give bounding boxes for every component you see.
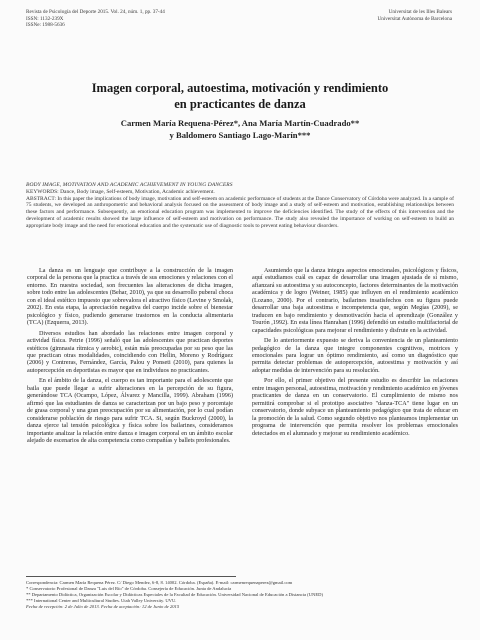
body-column-right xyxy=(252,268,458,441)
paper-title-line-2: en practicantes de danza xyxy=(174,97,306,111)
publisher-header xyxy=(378,9,452,22)
authors-line-2: y Baldomero Santiago Lago-Marín*** xyxy=(169,129,311,140)
keywords: KEYWORDS: Dance, Body image, Self-esteem, Motivation, Academic achievement. xyxy=(26,188,215,195)
footnote-dates: Fecha de recepción: 2 de Julio de 2013. Fecha de aceptación: 12 de Junio de 2015 xyxy=(26,603,180,609)
abstract-title: BODY IMAGE, MOTIVATION AND ACADEMIC ACHIEVEMENT IN YOUNG DANCERS xyxy=(26,182,233,188)
journal-citation: Revista de Psicología del Deporte 2015. Vol. 24, núm. 1, pp. 37-44 xyxy=(26,9,165,15)
body-column-left xyxy=(27,268,233,448)
journal-header xyxy=(26,9,165,29)
footnotes xyxy=(26,580,454,610)
body-paragraph: En el ámbito de la danza, el cuerpo es tan importante para el adolescente que baila que puede llegar a sufrir alteraciones en la percepción de su figura, generándose TCA (Ocampo, López, Álvarez y Mancilla, 1999). Abraham (1996) afirmó que las estudiantes de danza se caracterizan por un bajo peso y porcentaje de grasa corporal y una gran preocupación por su alimentación, por lo cual podían considerarse población de riesgo para sufrir TCA. Si, según Buckroyd (2000), la danza ejerce tal tensión psicológica y física sobre los bailarines, consideramos importante analizar la relación entre danza e imagen corporal en un ámbito escolar alejado de escenarios de alta competencia como compañías y ballets profesionales. xyxy=(27,378,233,444)
footnote-divider xyxy=(26,576,236,577)
footnote-affiliation-2: ** Departamento Didáctica, Organización Escolar y Didácticas Especiales de la Facultad de Educación. Universidad Nacional de Educación a Distancia (UNED) xyxy=(26,591,323,597)
body-paragraph: Diversos estudios han abordado las relaciones entre imagen corporal y actividad física. Petrie (1996) señaló que las adolescentes que practican deportes estéticos (gimnasia rítmica y aerobic), están más preocupadas por su peso que las que practican otras modalidades, coincidiendo con Hellin, Moreno y Rodríguez (2006) y Contreras, Fernández, García, Palou y Ponseti (2010), para quienes la autopercepción en deportistas es mayor que en individuos no practicantes. xyxy=(27,330,233,374)
publisher-line-2: Universitat Autònoma de Barcelona xyxy=(377,15,452,22)
publisher-line-1: Universitat de les Illes Balears xyxy=(388,9,452,15)
author-list xyxy=(40,118,440,141)
footnote-affiliation-3: *** International Center and Multicultural Studies. Utah Valley University. UVU. xyxy=(26,597,177,603)
english-abstract xyxy=(26,182,454,230)
journal-issne: ISSNe: 1988-5636 xyxy=(26,22,65,29)
authors-line-1: Carmen María Requena-Pérez*, Ana María Martín-Cuadrado** xyxy=(120,118,360,128)
footnote-correspondence: Correspondencia: Carmen María Requena Pérez. C/ Diego Mendez, 6-8, 8. 14002. Córdoba. (España). E-mail: carmenrequenaperez@gmail.com xyxy=(26,580,293,585)
body-paragraph: Por ello, el primer objetivo del presente estudio es describir las relaciones entre imagen personal, autoestima, motivación y rendimiento académico en jóvenes practicantes de danza en un conservatorio. El cumplimiento de mismo nos permitirá comprobar si el prototipo asociativo "danza-TCA" tiene lugar en un conservatorio, donde subyace un planteamiento pedagógico que trata de educar en la promoción de la salud. Como segundo objetivo nos planteamos implementar un programa de intervención que permita resolver los problemas emocionales detectados en el alumnado y mejorar su rendimiento académico. xyxy=(252,378,458,437)
paper-title xyxy=(40,80,440,112)
journal-issn: ISSN: 1132-239X xyxy=(26,15,64,22)
footnote-affiliation-1: * Conservatorio Profesional de Danza "Luis del Río" de Córdoba. Consejería de Educación. Junta de Andalucía xyxy=(26,585,232,591)
body-paragraph: Asumiendo que la danza integra aspectos emocionales, psicológicos y físicos, aquí estudiamos cuál es capaz de desarrollar una imagen ajustada de sí mismo, afianzará su autoestima y su autoconcepto, factores determinantes de la motivación académica y de logro (Weiner, 1985) que influyen en el rendimiento académico (Lozano, 2000). Por el contrario, bailarines insatisfechos con su figura puede desarrollar una baja autoestima e incompetencia que, según Megías (2009), se traducen en bajo rendimiento y desmotivación hacia el aprendizaje (González y Tourón ,1992). En esta línea Hanrahan (1996) defendió un estudio multifactorial de capacidades psicológicas para mejorar el rendimiento y disfrute en la actividad. xyxy=(252,268,458,334)
abstract-text: ABSTRACT: In this paper the implications of body image, motivation and self-esteem on academic performance of students at the Dance Conservatory of Córdoba were analyzed. In a sample of 75 students, we developed an anthropometric and behavioral analysis focused on the assessment of body image and a study of self-esteem and motivation, establishing relationships between these factors and performance. Subsequently, an emotional education program was implemented to improve the deficiencies identified. The study of the effects of this intervention and the development of academic results showed the large influence of self-esteem and motivation on performance. The study also revealed the importance of working on self-esteem to build an appropriate body image and the need for emotional education and the systematic use of diagnostic tools to prevent eating behaviour disorders. xyxy=(26,195,454,229)
body-paragraph: La danza es un lenguaje que contribuye a la construcción de la imagen corporal de la persona que la practica a través de sus emociones y relaciones con el entorno. En nuestra sociedad, son frecuentes las alteraciones de dicha imagen, sobre todo entre las adolescentes (Behar, 2010), ya que su desarrollo puberal choca con el ideal estético impuesto que sobrevalora el atractivo físico (Levine y Smolak, 2002). En esta etapa, la apreciación negativa del cuerpo incide sobre el bienestar psicológico y físico, pudiendo generarse trastornos en la conducta alimentaria (TCA) (Ezquerra, 2013). xyxy=(27,268,233,327)
body-paragraph: De lo anteriormente expuesto se deriva la conveniencia de un planteamiento pedagógico de la danza que integre componentes cognitivos, motrices y emocionales para lograr un óptimo rendimiento, así como un diagnóstico que permita detectar problemas de autopercepción, autoestima y motivación y así adoptar medidas de intervención para su resolución. xyxy=(252,338,458,374)
paper-title-line-1: Imagen corporal, autoestima, motivación y rendimiento xyxy=(91,81,389,95)
